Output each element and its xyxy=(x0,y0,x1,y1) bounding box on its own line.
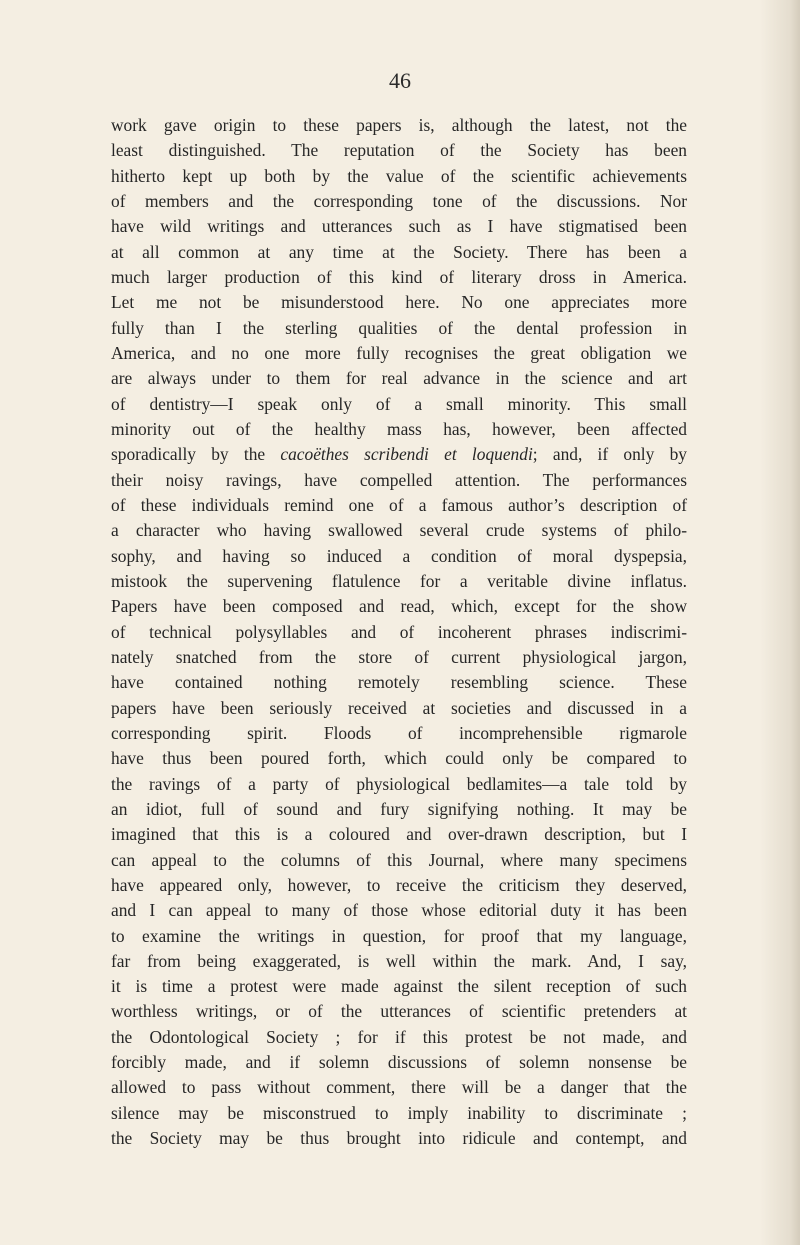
text-line: of these individuals remind one of a famous author’s description of xyxy=(111,494,687,515)
text-line: imagined that this is a coloured and over-drawn description, but I xyxy=(111,824,687,845)
text-line: much larger production of this kind of literary dross in America. xyxy=(111,266,687,287)
text-line: least distinguished. The reputation of the Society has been xyxy=(111,140,687,161)
text-line: of dentistry—I speak only of a small minority. This small xyxy=(111,393,687,414)
text-line: the Odontological Society ; for if this protest be not made, and xyxy=(111,1026,687,1047)
page-number: 46 xyxy=(389,68,411,93)
text-line: nately snatched from the store of current physiological jargon, xyxy=(111,646,687,667)
text-line: can appeal to the columns of this Journal, where many specimens xyxy=(111,849,687,870)
text-line: an idiot, full of sound and fury signifying nothing. It may be xyxy=(111,798,687,819)
text-line: have thus been poured forth, which could only be compared to xyxy=(111,748,687,769)
text-segment: sporadically by the xyxy=(111,444,281,465)
text-line: America, and no one more fully recognises the great obligation we xyxy=(111,342,687,363)
body-paragraph xyxy=(111,113,687,1151)
text-line: it is time a protest were made against the silent reception of such xyxy=(111,976,687,997)
text-line: minority out of the healthy mass has, however, been affected xyxy=(111,418,687,439)
text-line: far from being exaggerated, is well within the mark. And, I say, xyxy=(111,950,687,971)
text-line: have appeared only, however, to receive the criticism they deserved, xyxy=(111,874,687,895)
text-line: the Society may be thus brought into ridicule and contempt, and xyxy=(111,1128,687,1149)
text-line: silence may be misconstrued to imply inability to discriminate ; xyxy=(111,1102,687,1123)
text-line: sophy, and having so induced a condition of moral dyspepsia, xyxy=(111,545,687,566)
text-line: have wild writings and utterances such as I have stigmatised been xyxy=(111,216,687,237)
text-line: papers have been seriously received at societies and discussed in a xyxy=(111,697,687,718)
text-line: and I can appeal to many of those whose editorial duty it has been xyxy=(111,900,687,921)
text-line: work gave origin to these papers is, although the latest, not the xyxy=(111,115,687,135)
text-line: the ravings of a party of physiological bedlamites—a tale told by xyxy=(111,773,687,794)
latin-phrase: cacoëthes scribendi et loquendi xyxy=(280,444,533,465)
text-line: their noisy ravings, have compelled attention. The performances xyxy=(111,469,687,490)
text-line: to examine the writings in question, for proof that my language, xyxy=(111,925,687,946)
text-line: have contained nothing remotely resembling science. These xyxy=(111,672,687,693)
text-line: fully than I the sterling qualities of the dental profession in xyxy=(111,317,687,338)
text-segment: ; and, if only by xyxy=(532,444,687,465)
text-line: of technical polysyllables and of incoherent phrases indiscrimi- xyxy=(111,621,687,642)
text-line-with-latin-phrase xyxy=(111,442,687,467)
text-line: mistook the supervening flatulence for a veritable divine inflatus. xyxy=(111,570,687,591)
text-line: Let me not be misunderstood here. No one appreciates more xyxy=(111,292,687,313)
text-line: are always under to them for real advance in the science and art xyxy=(111,368,687,389)
text-line: corresponding spirit. Floods of incomprehensible rigmarole xyxy=(111,722,687,743)
text-line: Papers have been composed and read, which, except for the show xyxy=(111,596,687,617)
text-line: hitherto kept up both by the value of the scientific achievements xyxy=(111,165,687,186)
text-line: worthless writings, or of the utterances of scientific pretenders at xyxy=(111,1001,687,1022)
text-line: at all common at any time at the Society. There has been a xyxy=(111,241,687,262)
text-line: of members and the corresponding tone of the discussions. Nor xyxy=(111,190,687,211)
text-line: forcibly made, and if solemn discussions of solemn nonsense be xyxy=(111,1052,687,1073)
text-line: a character who having swallowed several crude systems of philo- xyxy=(111,520,687,541)
text-line: allowed to pass without comment, there will be a danger that the xyxy=(111,1077,687,1098)
